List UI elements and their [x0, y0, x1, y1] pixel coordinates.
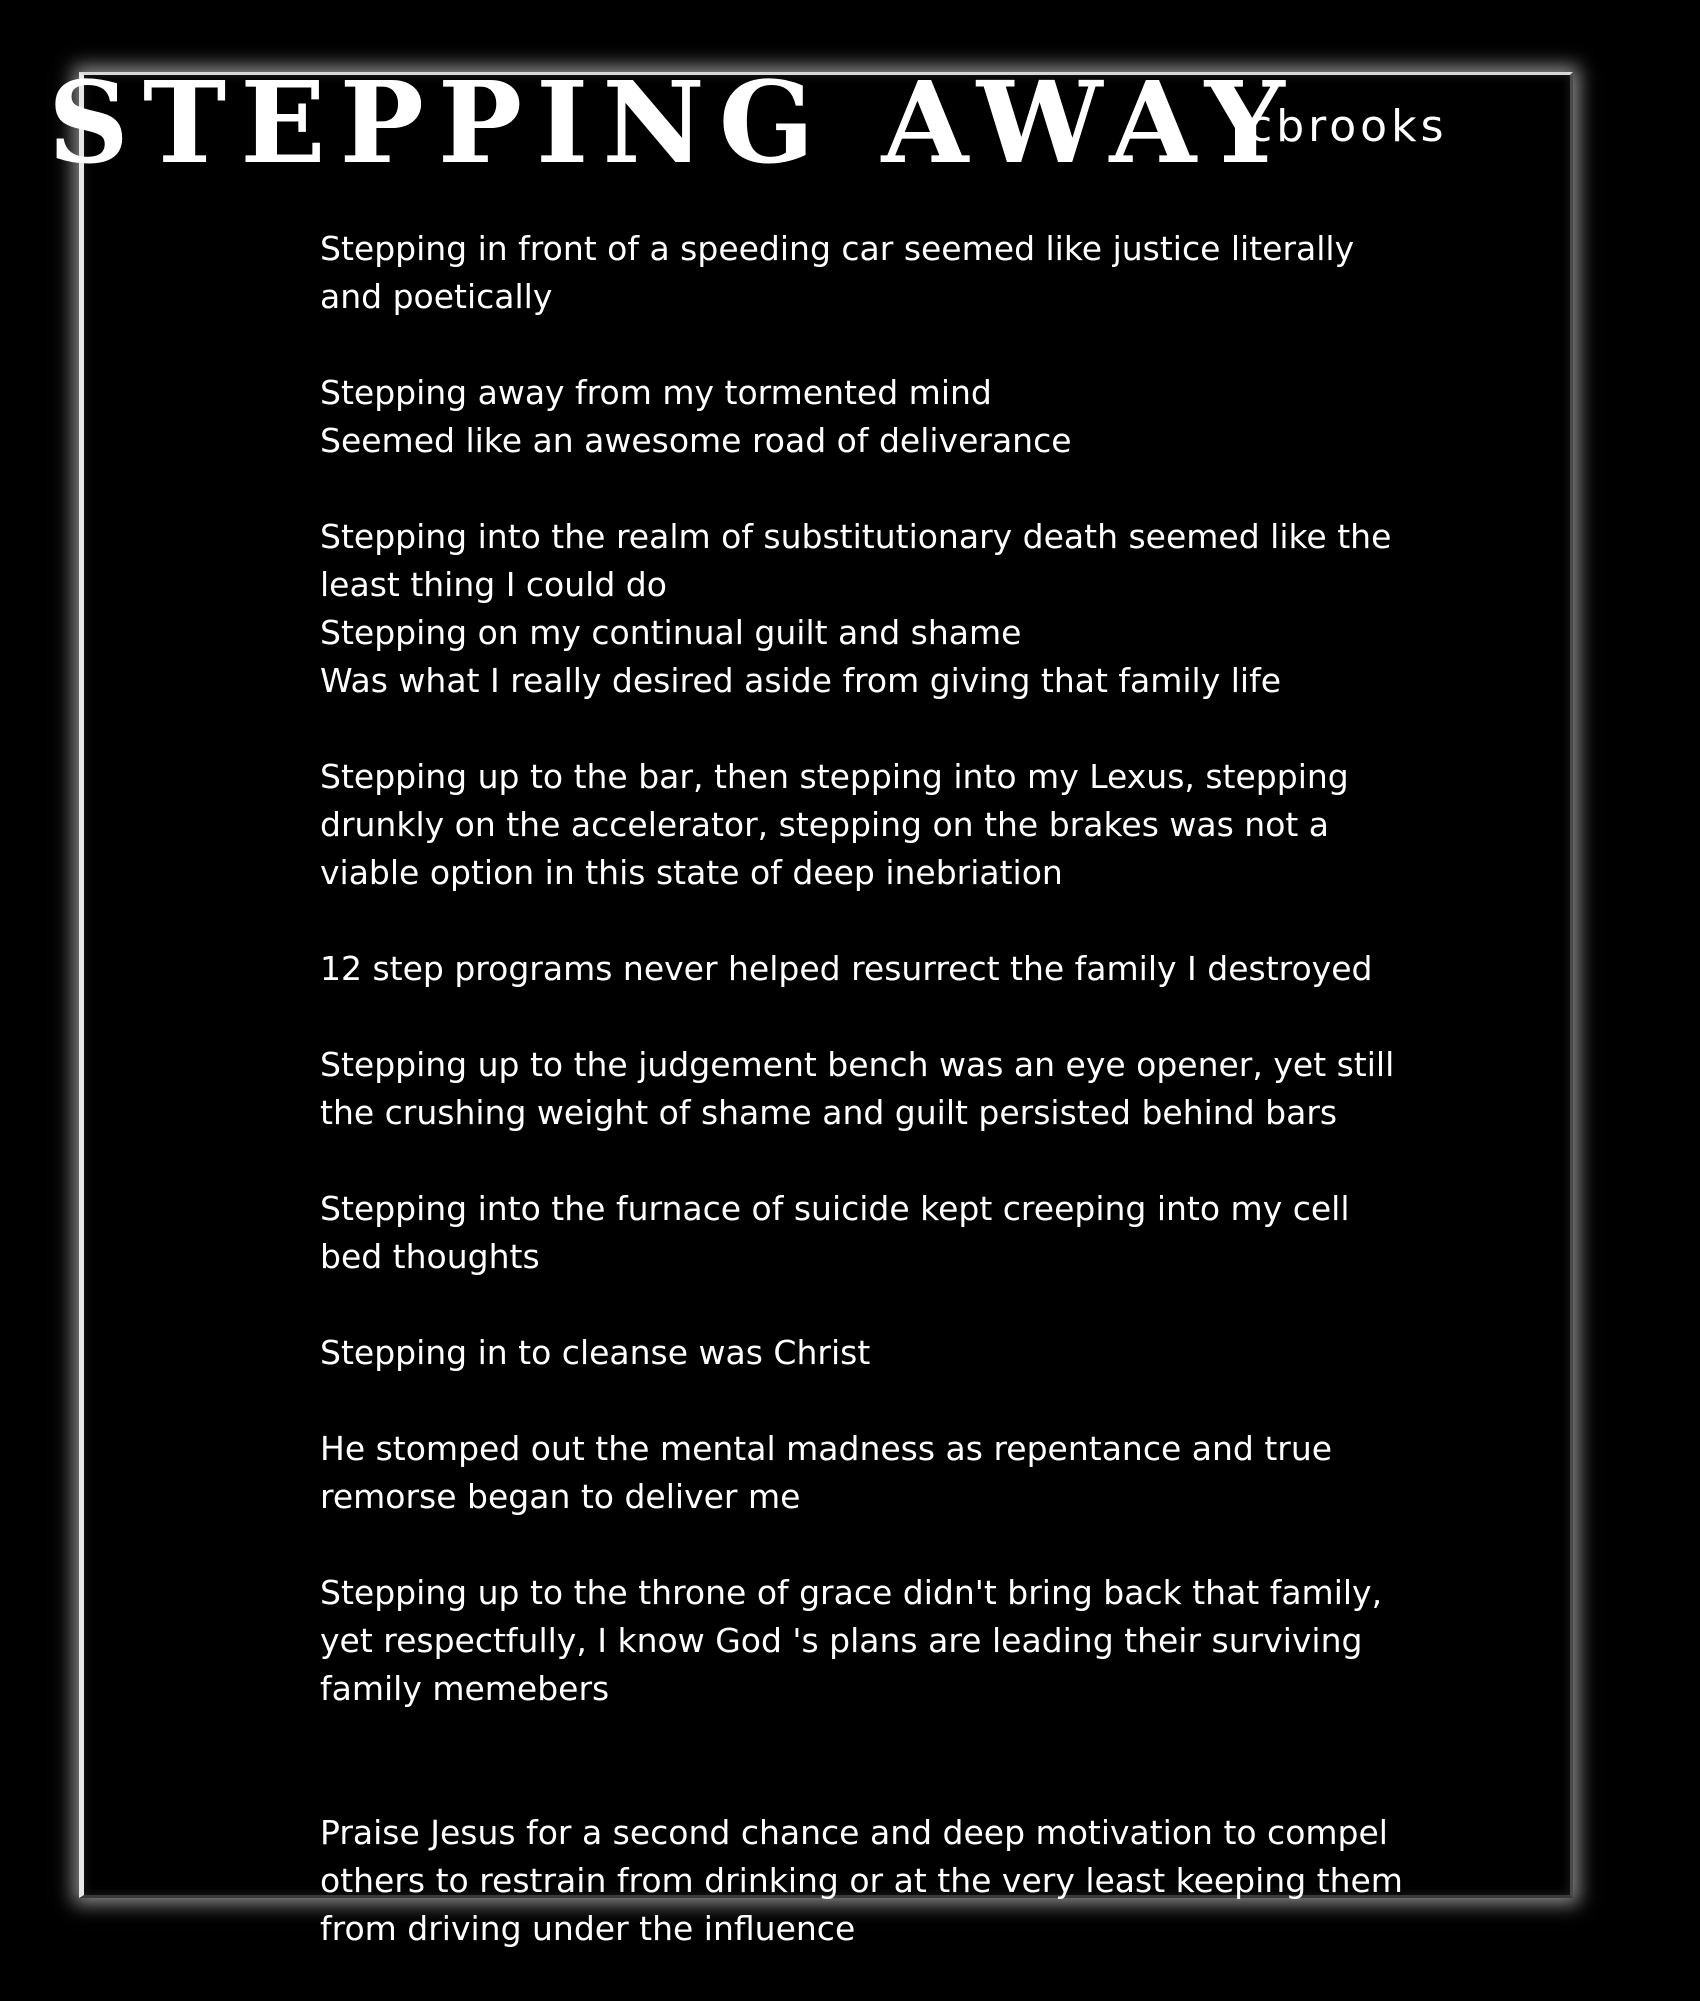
poem-line: He stomped out the mental madness as repentance and true	[320, 1429, 1333, 1468]
stanza-1	[320, 225, 1520, 321]
poem-line: viable option in this state of deep inebriation	[320, 853, 1063, 892]
poem-line: Seemed like an awesome road of deliverance	[320, 421, 1072, 460]
stanza-11	[320, 1809, 1520, 1953]
stanza-6	[320, 1041, 1520, 1137]
poem-line: remorse began to deliver me	[320, 1477, 801, 1516]
poem-line: Stepping up to the bar, then stepping into my Lexus, stepping	[320, 757, 1349, 796]
poem-line: Stepping into the realm of substitutionary death seemed like the	[320, 517, 1392, 556]
poem-line: Stepping on my continual guilt and shame	[320, 613, 1022, 652]
stanza-4	[320, 753, 1520, 897]
stanza-9	[320, 1425, 1520, 1521]
poem-line: family memebers	[320, 1669, 610, 1708]
poem-line: drunkly on the accelerator, stepping on the brakes was not a	[320, 805, 1330, 844]
poem-line: from driving under the influence	[320, 1909, 856, 1948]
poem-line: Stepping away from my tormented mind	[320, 373, 992, 412]
poem-title: STEPPING AWAY	[48, 58, 1299, 189]
stanza-8	[320, 1329, 1520, 1377]
poem-line: the crushing weight of shame and guilt persisted behind bars	[320, 1093, 1338, 1132]
poem-line: Stepping up to the throne of grace didn't bring back that family,	[320, 1573, 1383, 1612]
poem-line: others to restrain from drinking or at the very least keeping them	[320, 1861, 1403, 1900]
poem-author: cbrooks	[1248, 101, 1448, 152]
poem-line: Stepping into the furnace of suicide kept creeping into my cell	[320, 1189, 1350, 1228]
poem-line: Stepping in front of a speeding car seemed like justice literally	[320, 229, 1355, 268]
poem-line: least thing I could do	[320, 565, 667, 604]
poem-line: Praise Jesus for a second chance and deep motivation to compel	[320, 1813, 1388, 1852]
poem-line: yet respectfully, I know God 's plans are leading their surviving	[320, 1621, 1363, 1660]
poem-body	[320, 225, 1520, 2001]
poem-line: Stepping in to cleanse was Christ	[320, 1333, 871, 1372]
poem-line: 12 step programs never helped resurrect the family I destroyed	[320, 949, 1373, 988]
stanza-3	[320, 513, 1520, 705]
stanza-5	[320, 945, 1520, 993]
stanza-2	[320, 369, 1520, 465]
stanza-7	[320, 1185, 1520, 1281]
poem-line: Stepping up to the judgement bench was an eye opener, yet still	[320, 1045, 1395, 1084]
poem-line: bed thoughts	[320, 1237, 540, 1276]
poem-line: and poetically	[320, 277, 553, 316]
stanza-10	[320, 1569, 1520, 1713]
poem-line: Was what I really desired aside from giving that family life	[320, 661, 1281, 700]
